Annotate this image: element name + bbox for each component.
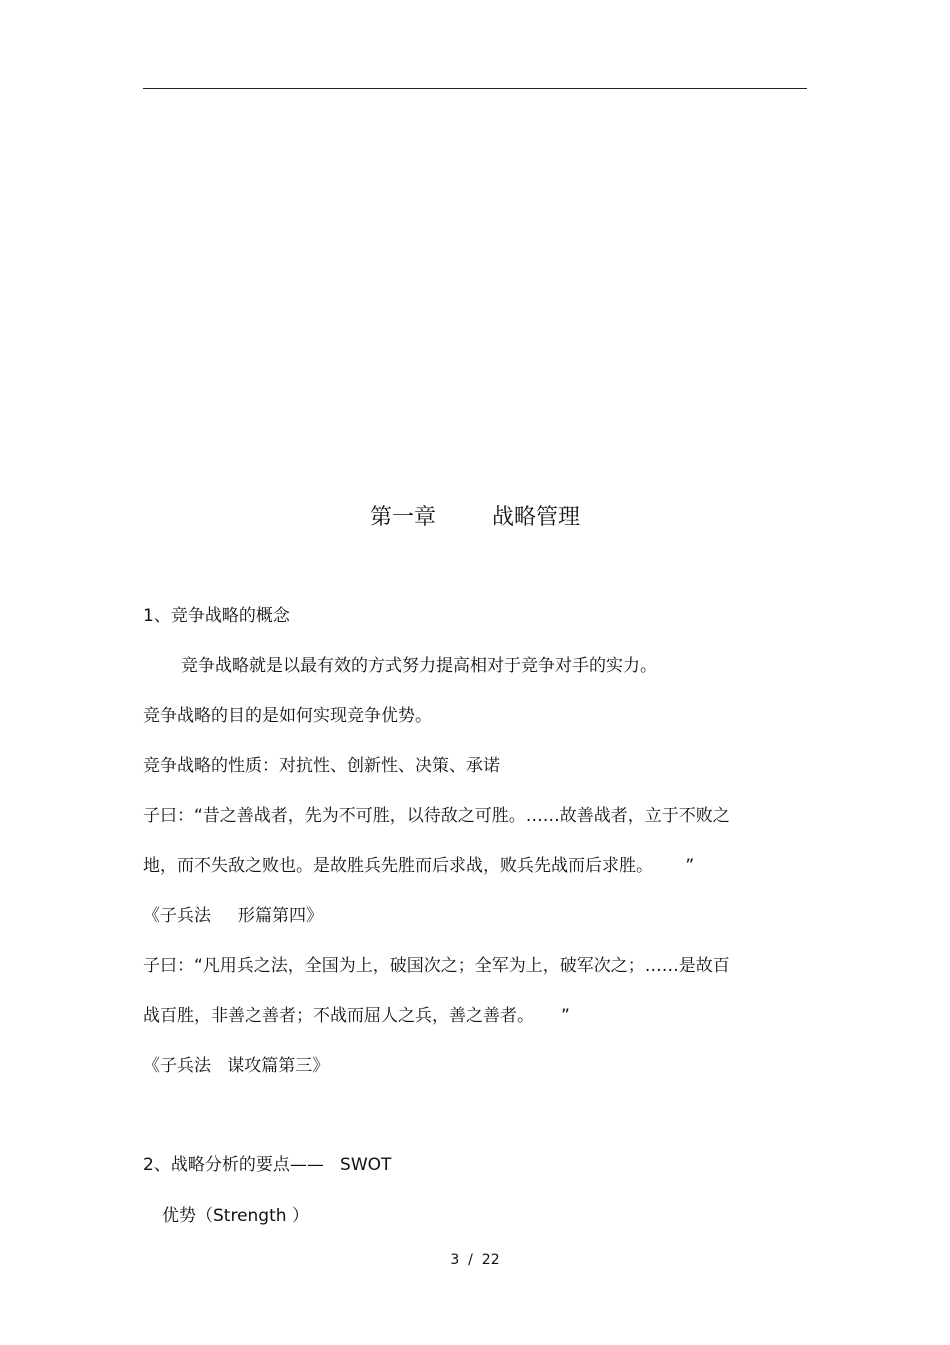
header-rule [143, 88, 807, 89]
section1-heading: 1、竞争战略的概念 [143, 606, 290, 626]
section2-heading: 2、战略分析的要点—— SWOT [143, 1155, 392, 1175]
definition-paragraph: 竞争战略就是以最有效的方式努力提高相对于竞争对手的实力。 [181, 656, 657, 676]
swot-strength-item: 优势（Strength ） [162, 1206, 309, 1226]
quote1-source: 《子兵法 形篇第四》 [143, 906, 324, 926]
nature-paragraph: 竞争战略的性质：对抗性、创新性、决策、承诺 [143, 756, 500, 776]
purpose-paragraph: 竞争战略的目的是如何实现竞争优势。 [143, 706, 432, 726]
quote1-line2: 地，而不失敌之败也。是故胜兵先胜而后求战，败兵先战而后求胜。 ” [143, 856, 695, 876]
page-number: 3 / 22 [450, 1252, 500, 1268]
quote1-line1: 子曰：“昔之善战者，先为不可胜，以待敌之可胜。……故善战者，立于不败之 [143, 806, 730, 826]
chapter-title: 第一章 战略管理 [370, 505, 580, 530]
quote2-source: 《子兵法 谋攻篇第三》 [143, 1056, 330, 1076]
quote2-line1: 子曰：“凡用兵之法，全国为上，破国次之；全军为上，破军次之；……是故百 [143, 956, 730, 976]
quote2-line2: 战百胜，非善之善者；不战而屈人之兵，善之善者。 ” [143, 1006, 570, 1026]
